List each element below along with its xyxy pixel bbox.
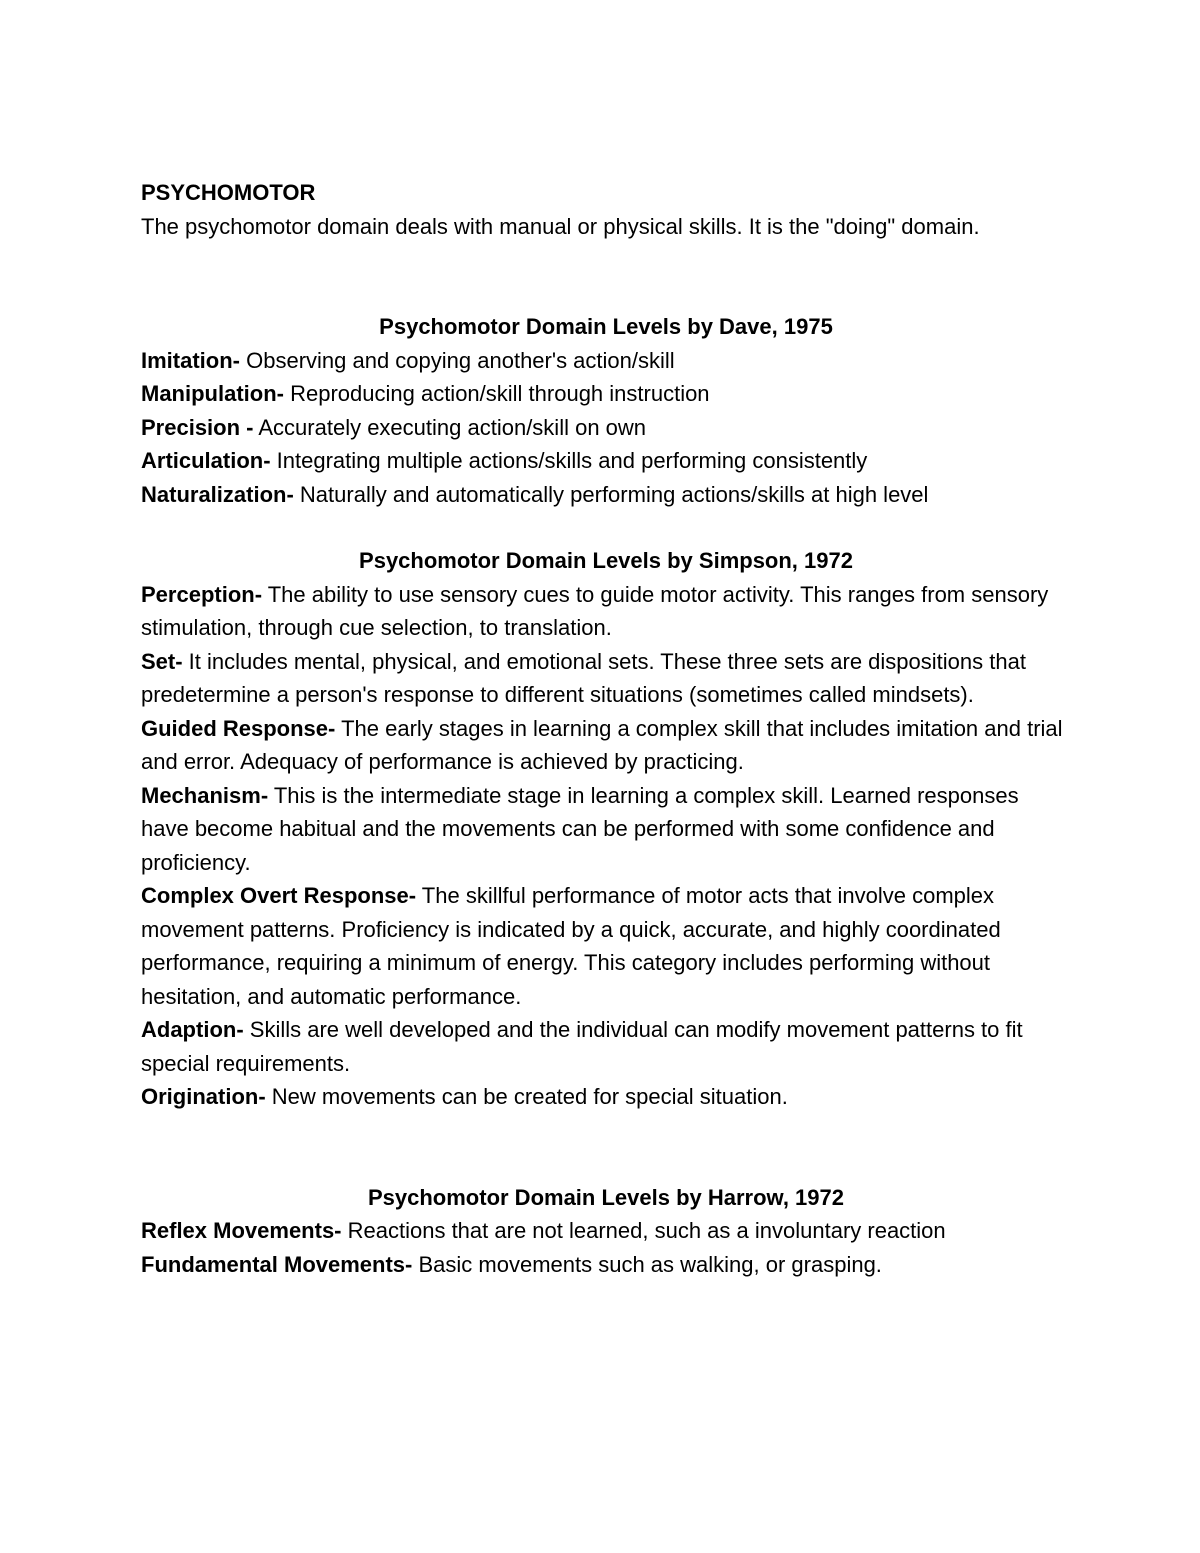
dave-level-manipulation (141, 377, 1071, 411)
simpson-level-set (141, 645, 1071, 712)
level-term: Origination- (141, 1084, 266, 1109)
dave-level-imitation (141, 344, 1071, 378)
level-description: This is the intermediate stage in learning a complex skill. Learned responses have become habitual and the movements can be performed with some confidence and proficiency. (141, 782, 1019, 875)
level-description: New movements can be created for special situation. (265, 1084, 788, 1109)
level-term: Manipulation- (141, 381, 284, 406)
intro-description: The psychomotor domain deals with manual or physical skills. It is the "doing" domain. (141, 213, 980, 239)
level-term: Imitation- (141, 347, 240, 373)
level-description: It includes mental, physical, and emotional sets. These three sets are dispositions that predetermine a person's response to different situations (sometimes called mindsets). (141, 648, 1026, 707)
level-description: The skillful performance of motor acts that involve complex movement patterns. Proficiency is indicated by a quick, accurate, and highly coordinated performance, requiring a minimum of energy. This category includes performing without hesitation, and automatic performance. (141, 883, 1001, 1009)
level-term: Reflex Movements- (141, 1218, 342, 1243)
level-term: Precision - (141, 414, 254, 440)
level-term: Fundamental Movements- (141, 1251, 413, 1277)
level-term: Mechanism- (141, 782, 269, 808)
level-term: Complex Overt Response- (141, 883, 417, 908)
simpson-level-complex-overt-response (141, 879, 1071, 1013)
harrow-section (141, 1181, 1071, 1282)
spacer (141, 243, 1071, 310)
level-term: Guided Response- (141, 715, 336, 741)
level-description: Skills are well developed and the individual can modify movement patterns to fit special requirements. (141, 1017, 1023, 1076)
level-description: Observing and copying another's action/skill (240, 347, 675, 373)
harrow-heading: Psychomotor Domain Levels by Harrow, 1972 (367, 1184, 845, 1210)
simpson-level-origination (141, 1080, 1071, 1114)
simpson-level-adaption (141, 1013, 1071, 1080)
level-description: Integrating multiple actions/skills and performing consistently (270, 448, 868, 473)
document-title: PSYCHOMOTOR (141, 180, 316, 205)
level-description: Naturally and automatically performing actions/skills at high level (293, 481, 929, 507)
document-page (141, 176, 1071, 1281)
simpson-level-perception (141, 578, 1071, 645)
level-description: Accurately executing action/skill on own (253, 414, 647, 440)
level-description: The ability to use sensory cues to guide motor activity. This ranges from sensory stimulation, through cue selection, to translation. (141, 581, 1049, 640)
level-term: Naturalization- (141, 481, 294, 507)
dave-section (141, 310, 1071, 511)
dave-level-naturalization (141, 478, 1071, 512)
level-term: Articulation- (141, 448, 271, 473)
spacer (141, 511, 1071, 544)
dave-level-precision (141, 411, 1071, 445)
harrow-level-reflex-movements (141, 1214, 1071, 1248)
level-description: The early stages in learning a complex skill that includes imitation and trial and error. Adequacy of performance is achieved by practicing. (141, 715, 1063, 774)
simpson-heading: Psychomotor Domain Levels by Simpson, 1972 (359, 548, 853, 573)
level-description: Basic movements such as walking, or grasping. (412, 1251, 882, 1277)
simpson-section (141, 544, 1071, 1114)
level-term: Perception- (141, 581, 263, 607)
dave-level-articulation (141, 444, 1071, 478)
level-description: Reactions that are not learned, such as a involuntary reaction (341, 1218, 946, 1243)
level-description: Reproducing action/skill through instruction (283, 381, 710, 406)
dave-heading: Psychomotor Domain Levels by Dave, 1975 (379, 314, 833, 339)
level-term: Set- (141, 648, 183, 674)
simpson-level-mechanism (141, 779, 1071, 880)
level-term: Adaption- (141, 1017, 244, 1042)
harrow-level-fundamental-movements (141, 1248, 1071, 1282)
spacer (141, 1114, 1071, 1181)
simpson-level-guided-response (141, 712, 1071, 779)
